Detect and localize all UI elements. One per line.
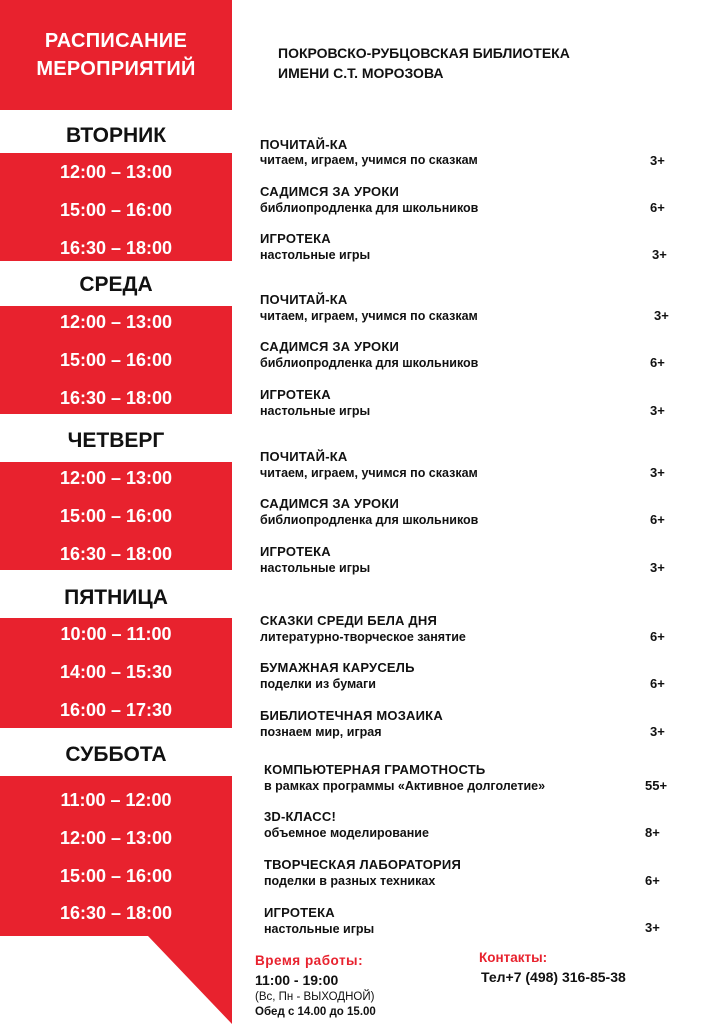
event-description: библиопродленка для школьников — [260, 513, 479, 527]
event-age: 6+ — [650, 676, 665, 691]
event-age: 3+ — [650, 153, 665, 168]
event-title: БИБЛИОТЕЧНАЯ МОЗАИКА — [260, 708, 443, 723]
event-title: САДИМСЯ ЗА УРОКИ — [260, 339, 400, 354]
event-age: 3+ — [654, 308, 669, 323]
event-age: 6+ — [650, 629, 665, 644]
day-friday: ПЯТНИЦА — [64, 586, 168, 609]
day-tuesday: ВТОРНИК — [65, 124, 167, 147]
time-slot: 12:00 – 13:00 — [59, 312, 173, 332]
event-description: литературно-творческое занятие — [260, 630, 466, 644]
library-name-line2: ИМЕНИ С.Т. МОРОЗОВА — [278, 65, 444, 81]
event-title: ИГРОТЕКА — [260, 387, 331, 402]
event-description: поделки из бумаги — [260, 677, 376, 691]
event-description: объемное моделирование — [264, 826, 429, 840]
time-slot: 16:30 – 18:00 — [59, 238, 173, 258]
time-slot: 15:00 – 16:00 — [59, 866, 173, 886]
schedule-header — [0, 0, 232, 110]
event-title: 3D-КЛАСС! — [264, 809, 336, 824]
times-wednesday — [0, 306, 232, 414]
red-tail-decoration — [148, 936, 232, 1024]
time-slot: 12:00 – 13:00 — [59, 162, 173, 182]
day-thursday: ЧЕТВЕРГ — [67, 429, 165, 452]
time-slot: 16:00 – 17:30 — [59, 700, 173, 720]
event-description: читаем, играем, учимся по сказкам — [260, 466, 478, 480]
time-slot: 14:00 – 15:30 — [59, 662, 173, 682]
times-thursday — [0, 462, 232, 570]
time-slot: 12:00 – 13:00 — [59, 828, 173, 848]
time-slot: 16:30 – 18:00 — [59, 903, 173, 923]
event-title: ПОЧИТАЙ-КА — [260, 292, 348, 307]
time-slot: 15:00 – 16:00 — [59, 200, 173, 220]
day-saturday: СУББОТА — [65, 743, 167, 766]
event-age: 3+ — [652, 247, 667, 262]
event-description: читаем, играем, учимся по сказкам — [260, 309, 478, 323]
contact-phone: Тел+7 (498) 316-85-38 — [481, 969, 626, 985]
event-age: 3+ — [650, 465, 665, 480]
event-description: библиопродленка для школьников — [260, 356, 479, 370]
time-slot: 15:00 – 16:00 — [59, 350, 173, 370]
working-hours: 11:00 - 19:00 — [255, 972, 339, 988]
event-description: поделки в разных техниках — [264, 874, 436, 888]
event-age: 6+ — [650, 512, 665, 527]
event-title: ПОЧИТАЙ-КА — [260, 449, 348, 464]
schedule-title-line1: РАСПИСАНИЕ — [44, 30, 188, 52]
event-title: САДИМСЯ ЗА УРОКИ — [260, 184, 400, 199]
time-slot: 15:00 – 16:00 — [59, 506, 173, 526]
event-title: ИГРОТЕКА — [260, 231, 331, 246]
event-age: 6+ — [650, 355, 665, 370]
event-age: 6+ — [645, 873, 660, 888]
working-hours-label: Время работы: — [255, 953, 364, 968]
time-slot: 12:00 – 13:00 — [59, 468, 173, 488]
time-slot: 16:30 – 18:00 — [59, 388, 173, 408]
event-title: СКАЗКИ СРЕДИ БЕЛА ДНЯ — [260, 613, 438, 628]
event-age: 8+ — [645, 825, 660, 840]
event-description: настольные игры — [264, 922, 375, 936]
event-description: библиопродленка для школьников — [260, 201, 479, 215]
event-title: САДИМСЯ ЗА УРОКИ — [260, 496, 400, 511]
event-age: 3+ — [645, 920, 660, 935]
times-tuesday — [0, 153, 232, 261]
time-slot: 10:00 – 11:00 — [60, 624, 172, 644]
day-wednesday: СРЕДА — [79, 273, 153, 296]
lunch-break: Обед с 14.00 до 15.00 — [255, 1006, 376, 1018]
library-name — [278, 43, 570, 83]
event-title: ИГРОТЕКА — [260, 544, 331, 559]
event-description: настольные игры — [260, 561, 371, 575]
event-description: настольные игры — [260, 248, 371, 262]
time-slot: 16:30 – 18:00 — [59, 544, 173, 564]
schedule-title-line2: МЕРОПРИЯТИЙ — [36, 58, 196, 80]
event-description: в рамках программы «Активное долголетие» — [264, 779, 546, 793]
event-age: 6+ — [650, 200, 665, 215]
event-age: 55+ — [645, 778, 668, 793]
event-title: ПОЧИТАЙ-КА — [260, 137, 348, 152]
event-age: 3+ — [650, 560, 665, 575]
event-description: читаем, играем, учимся по сказкам — [260, 153, 478, 167]
times-saturday — [0, 776, 232, 936]
event-title: ИГРОТЕКА — [264, 905, 335, 920]
time-slot: 11:00 – 12:00 — [60, 790, 172, 810]
event-title: БУМАЖНАЯ КАРУСЕЛЬ — [260, 660, 415, 675]
event-title: ТВОРЧЕСКАЯ ЛАБОРАТОРИЯ — [264, 857, 461, 872]
event-description: познаем мир, играя — [260, 725, 382, 739]
event-age: 3+ — [650, 403, 665, 418]
days-off: (Вс, Пн - ВЫХОДНОЙ) — [255, 991, 375, 1003]
event-description: настольные игры — [260, 404, 371, 418]
event-age: 3+ — [650, 724, 665, 739]
times-friday — [0, 618, 232, 728]
contacts-label: Контакты: — [479, 950, 548, 965]
event-title: КОМПЬЮТЕРНАЯ ГРАМОТНОСТЬ — [264, 762, 486, 777]
library-name-line1: ПОКРОВСКО-РУБЦОВСКАЯ БИБЛИОТЕКА — [278, 45, 570, 61]
